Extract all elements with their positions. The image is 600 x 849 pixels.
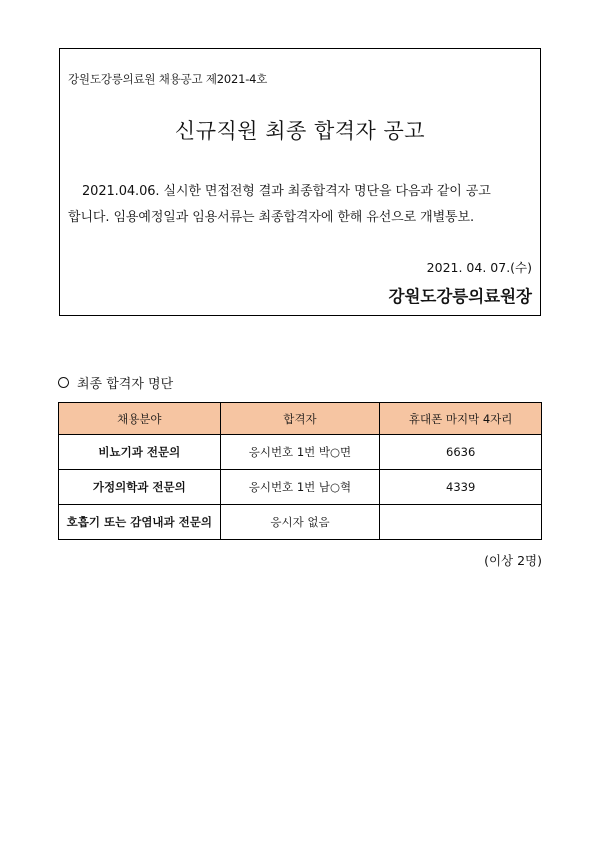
notice-title: 신규직원 최종 합격자 공고 bbox=[174, 119, 426, 143]
notice-body-line-1: 2021.04.06. 실시한 면접전형 결과 최종합격자 명단을 다음과 같이 공고 bbox=[82, 184, 491, 199]
table-row bbox=[59, 470, 542, 505]
section-heading bbox=[58, 373, 173, 392]
result-table bbox=[58, 402, 542, 540]
total-count: (이상 2명) bbox=[484, 553, 542, 568]
cell-applicant: 응시번호 1번 박○면 bbox=[220, 435, 380, 470]
column-header-phone: 휴대폰 마지막 4자리 bbox=[380, 403, 542, 435]
cell-applicant: 응시번호 1번 남○혁 bbox=[220, 470, 380, 505]
notice-box bbox=[59, 48, 541, 316]
notice-date: 2021. 04. 07.(수) bbox=[426, 260, 532, 275]
notice-body bbox=[68, 179, 532, 231]
cell-field: 비뇨기과 전문의 bbox=[59, 435, 221, 470]
table-row bbox=[59, 505, 542, 540]
circle-bullet-icon bbox=[58, 377, 69, 388]
cell-phone bbox=[380, 505, 542, 540]
column-header-applicant: 합격자 bbox=[220, 403, 380, 435]
cell-field: 가정의학과 전문의 bbox=[59, 470, 221, 505]
cell-phone: 4339 bbox=[380, 470, 542, 505]
notice-number: 강원도강릉의료원 채용공고 제2021-4호 bbox=[68, 72, 268, 86]
cell-applicant: 응시자 없음 bbox=[220, 505, 380, 540]
table-header-row bbox=[59, 403, 542, 435]
notice-issuer: 강원도강릉의료원장 bbox=[388, 287, 532, 306]
table-row bbox=[59, 435, 542, 470]
notice-body-line-2: 합니다. 임용예정일과 임용서류는 최종합격자에 한해 유선으로 개별통보. bbox=[68, 210, 474, 225]
column-header-field: 채용분야 bbox=[59, 403, 221, 435]
cell-field: 호흡기 또는 감염내과 전문의 bbox=[59, 505, 221, 540]
cell-phone: 6636 bbox=[380, 435, 542, 470]
section-heading-text: 최종 합격자 명단 bbox=[77, 377, 174, 392]
